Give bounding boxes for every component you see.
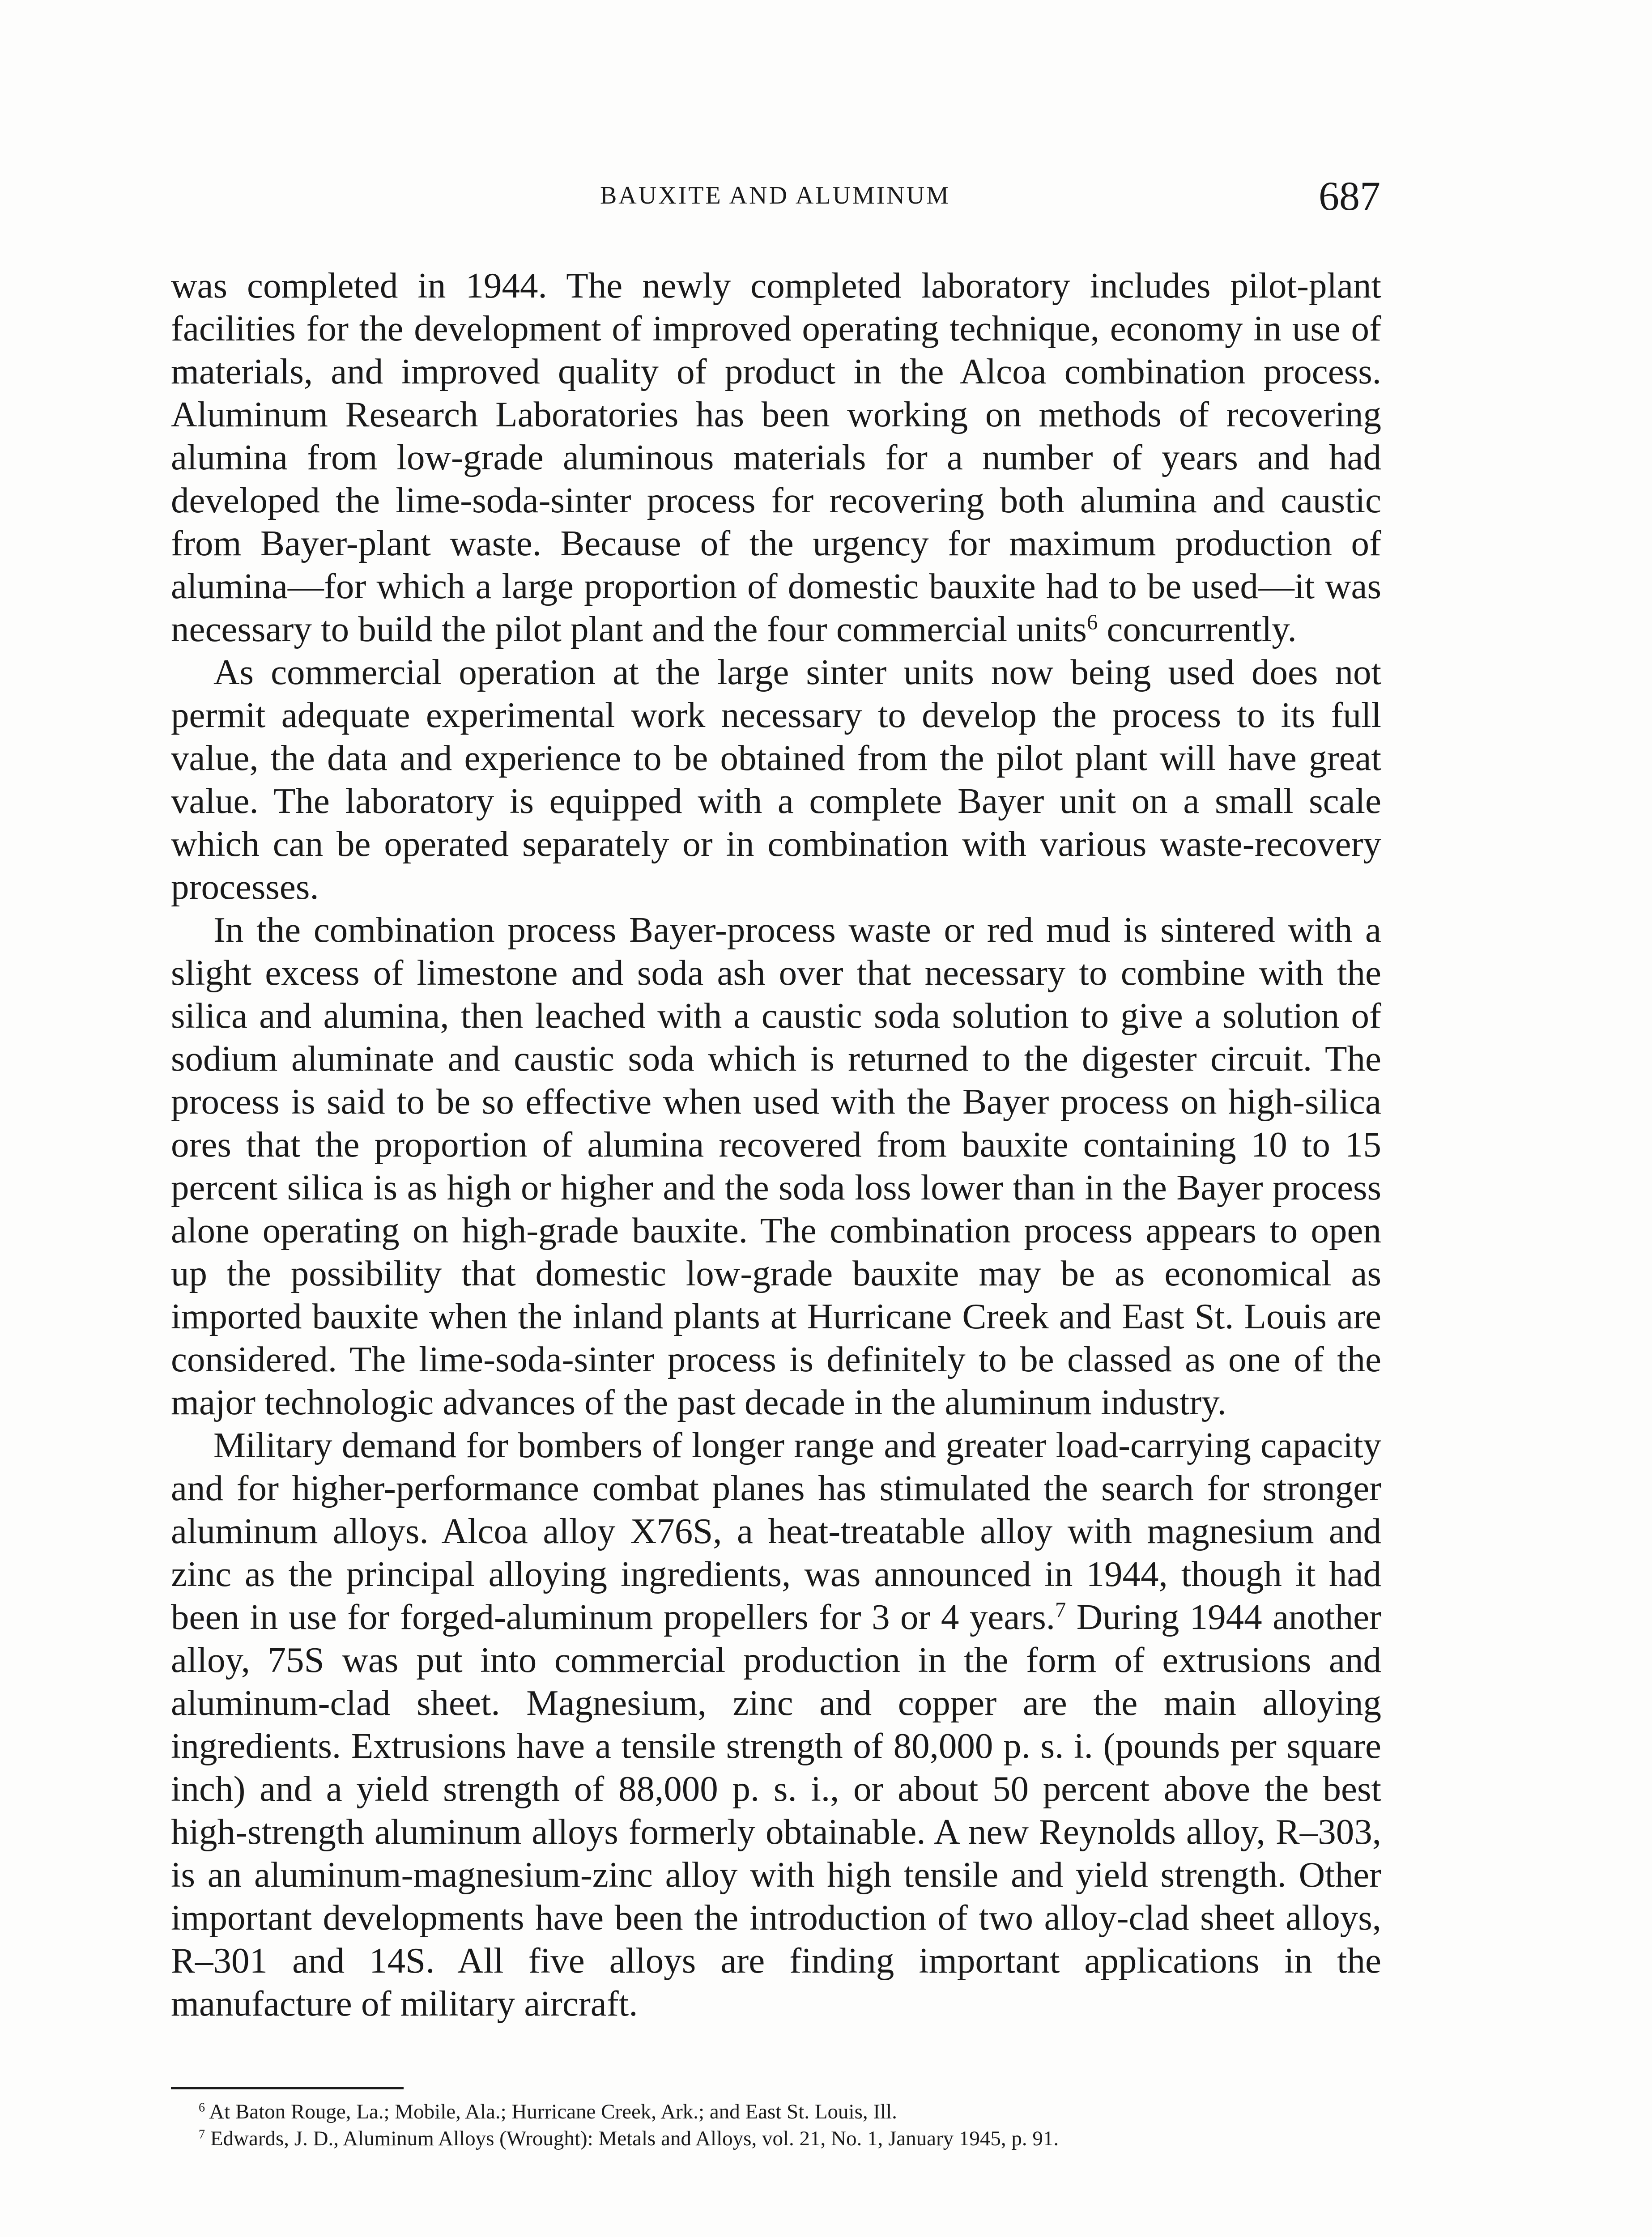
paragraph: Military demand for bombers of longer range and greater load-carrying capacity and for higher-performance combat planes has stimulated the search for stronger aluminum alloys. Alcoa alloy X76S, a heat-treatable alloy with magnesium and zinc as the principal alloying ingredients, was announced in 1944, though it had been in use for forged-aluminum propellers for 3 or 4 years.$^7$ During 1944 another alloy, 75S was put into commercial production in the form of extrusions and aluminum-clad sheet. Magnesium, zinc and copper are the main alloying ingredients. Extrusions have a tensile strength of 80,000 p. s. i. (pounds per square inch) and a yield strength of 88,000 p. s. i., or about 50 percent above the best high-strength aluminum alloys formerly obtainable. A new Reynolds alloy, R–303, is an aluminum-magnesium-zinc alloy with high tensile and yield strength. Other important developments have been the introduction of two alloy-clad sheet alloys, R–301 and 14S. All five alloys are finding important applications in the manufacture of military aircraft.	[171, 1425, 1381, 2024]
running-title: BAUXITE AND ALUMINUM	[600, 182, 951, 209]
footnote: $^6$ At Baton Rouge, La.; Mobile, Ala.; Hurricane Creek, Ark.; and East St. Louis, Ill.	[199, 2100, 897, 2123]
paragraph: As commercial operation at the large sinter units now being used does not permit adequate experimental work necessary to develop the process to its full value, the data and experience to be obtained from the pilot plant will have great value. The laboratory is equipped with a complete Bayer unit on a small scale which can be operated separately or in combination with various waste-recovery processes.	[171, 652, 1381, 907]
footnote-mark: 6	[199, 2101, 205, 2115]
paragraph: In the combination process Bayer-process waste or red mud is sintered with a slight excess of limestone and soda ash over that necessary to combine with the silica and alumina, then leached with a caustic soda solution to give a solution of sodium aluminate and caustic soda which is returned to the digester circuit. The process is said to be so effective when used with the Bayer process on high-silica ores that the proportion of alumina recovered from bauxite containing 10 to 15 percent silica is as high or higher and the soda loss lower than in the Bayer process alone operating on high-grade bauxite. The combination process appears to open up the possibility that domestic low-grade bauxite may be as economical as imported bauxite when the inland plants at Hurricane Creek and East St. Louis are considered. The lime-soda-sinter process is definitely to be classed as one of the major technologic advances of the past decade in the aluminum industry.	[171, 910, 1381, 1422]
footnote-ref: 6	[1086, 610, 1098, 634]
footnotes	[171, 2098, 1381, 2152]
footnote-rule	[171, 2087, 404, 2089]
paragraph: was completed in 1944. The newly completed laboratory includes pilot-plant facilities for the development of improved operating technique, economy in use of materials, and improved quality of product in the Alcoa combination process. Aluminum Research Laboratories has been working on methods of recovering alumina from low-grade aluminous materials for a number of years and had developed the lime-soda-sinter process for recovering both alumina and caustic from Bayer-plant waste. Because of the urgency for maximum production of alumina—for which a large proportion of domestic bauxite had to be used—it was necessary to build the pilot plant and the four commercial units$^6$ concurrently.	[171, 265, 1381, 649]
footnote-ref: 7	[1055, 1598, 1066, 1622]
body-text	[171, 264, 1381, 2025]
page-number: 687	[1319, 173, 1380, 219]
footnote-mark: 7	[199, 2127, 205, 2142]
running-head	[170, 173, 1380, 230]
footnote: $^7$ Edwards, J. D., Aluminum Alloys (Wrought): Metals and Alloys, vol. 21, No. 1, January 1945, p. 91.	[199, 2127, 1059, 2150]
